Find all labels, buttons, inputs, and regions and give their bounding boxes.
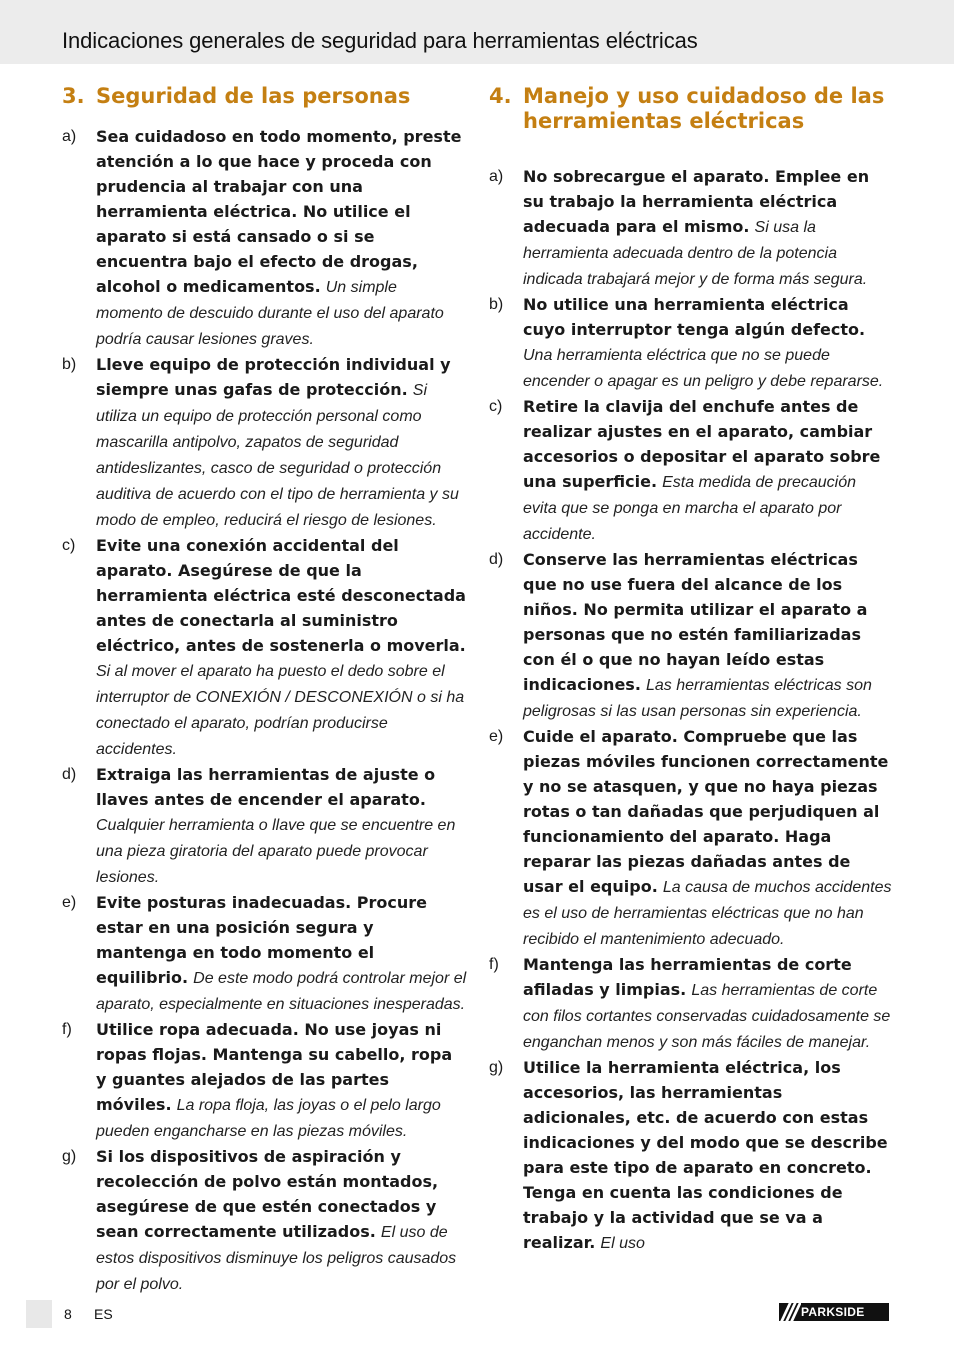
item-instruction: Utilice la herramienta eléctrica, los accesorios, las herramientas adicionales, etc. de acuerdo con estas indicaciones y del modo que se describe para este tipo de aparato en concreto. Tenga en cuenta las condiciones de trabajo y la actividad que se va a realizar. [523,1058,888,1252]
item-instruction: Evite una conexión accidental del aparato. Asegúrese de que la herramienta eléctrica esté desconectada antes de conectarla al suministro eléctrico, antes de sostenerla o moverla. [96,536,466,655]
item-explanation: La ropa floja, las joyas o el pelo largo pueden engancharse en las piezas móviles. [96,1097,441,1140]
list-item [489,394,894,547]
item-letter: f) [62,1021,72,1038]
item-explanation: De este modo podrá controlar mejor el aparato, especialmente en situaciones inesperadas. [96,970,467,1013]
section-number: 3. [62,84,85,108]
page-number: 8 [64,1306,72,1322]
brand-name: PARKSIDE [801,1305,865,1319]
item-body [96,1144,467,1297]
list-item [489,952,894,1055]
section-number: 4. [489,84,512,108]
item-instruction: Lleve equipo de protección individual y siempre unas gafas de protección. [96,355,451,399]
section-heading: Manejo y uso cuidadoso de las herramientas eléctricas [523,84,885,133]
item-body [523,724,894,952]
item-instruction: Utilice ropa adecuada. No use joyas ni ropas flojas. Mantenga su cabello, ropa y guantes alejados de las partes móviles. [96,1020,453,1114]
item-letter: b) [62,356,77,373]
item-letter: f) [489,956,499,973]
item-explanation: Si al mover el aparato ha puesto el dedo sobre el interruptor de CONEXIÓN / DESCONEXIÓN o si ha conectado el aparato, podrían producirse accidentes. [96,663,465,758]
section-heading: Seguridad de las personas [96,84,411,108]
item-letter: a) [62,128,77,145]
brand-logo [779,1303,889,1321]
list-item [489,724,894,952]
language-code: ES [94,1306,113,1322]
logo-stripes-icon [779,1303,801,1321]
item-body [523,547,894,724]
item-instruction: No utilice una herramienta eléctrica cuyo interruptor tenga algún defecto. [523,295,866,339]
item-letter: a) [489,168,504,185]
list-item [489,1055,894,1256]
list-item [62,352,467,533]
list-item [62,890,467,1017]
item-list [62,124,467,1297]
item-instruction: Sea cuidadoso en todo momento, preste atención a lo que hace y proceda con prudencia al trabajar con una herramienta eléctrica. No utilice el aparato si está cansado o si se encuentra bajo el efecto de drogas, alcohol o medicamentos. [96,127,462,296]
item-instruction: No sobrecargue el aparato. Emplee en su trabajo la herramienta eléctrica adecuada para el mismo. [523,167,870,236]
item-body [523,292,894,394]
list-item [62,762,467,890]
item-body [523,1055,894,1256]
item-body [96,762,467,890]
item-explanation: Si utiliza un equipo de protección personal como mascarilla antipolvo, zapatos de seguridad antideslizantes, casco de seguridad o protección auditiva de acuerdo con el tipo de herramienta y su modo de empleo, reducirá el riesgo de lesiones. [96,382,459,529]
section-title-manejo [489,84,894,134]
list-item [62,124,467,352]
item-explanation: Un simple momento de descuido durante el uso del aparato podría causar lesiones graves. [96,279,444,348]
item-instruction: Extraiga las herramientas de ajuste o llaves antes de encender el aparato. [96,765,436,809]
item-body [96,890,467,1017]
item-letter: c) [489,398,503,415]
item-letter: c) [62,537,76,554]
item-body [96,533,467,762]
item-explanation: Esta medida de precaución evita que se ponga en marcha el aparato por accidente. [523,474,857,543]
item-letter: d) [62,766,77,783]
item-explanation: El uso [600,1235,645,1252]
left-column [62,84,467,1297]
item-instruction: Cuide el aparato. Compruebe que las piezas móviles funcionen correctamente y no se atasquen, y que no haya piezas rotas o tan dañadas que perjudiquen al funcionamiento del aparato. Haga reparar las piezas dañadas antes de usar el equipo. [523,727,889,896]
right-column [489,84,894,1256]
page-title: Indicaciones generales de seguridad para herramientas eléctricas [62,28,698,53]
item-explanation: Cualquier herramienta o llave que se encuentre en una pieza giratoria del aparato puede provocar lesiones. [96,817,456,886]
footer-tab [26,1300,52,1328]
header-band [0,0,954,64]
list-item [489,547,894,724]
item-explanation: Si usa la herramienta adecuada dentro de la potencia indicada trabajará mejor y de forma más segura. [523,219,868,288]
item-letter: e) [489,728,504,745]
list-item [489,164,894,292]
item-instruction: Evite posturas inadecuadas. Procure estar en una posición segura y mantenga en todo momento el equilibrio. [96,893,427,987]
item-body [523,394,894,547]
item-explanation: El uso de estos dispositivos disminuye los peligros causados por el polvo. [96,1224,457,1293]
item-body [96,1017,467,1144]
item-explanation: Una herramienta eléctrica que no se puede encender o apagar es un peligro y debe repararse. [523,347,884,390]
item-letter: e) [62,894,77,911]
item-letter: g) [62,1148,77,1165]
item-letter: d) [489,551,504,568]
item-instruction: Si los dispositivos de aspiración y recolección de polvo están montados, asegúrese de que estén conectados y sean correctamente utilizados. [96,1147,439,1241]
list-item [489,292,894,394]
list-item [62,1144,467,1297]
section-title-personas [62,84,467,109]
item-instruction: Retire la clavija del enchufe antes de realizar ajustes en el aparato, cambiar accesorios o depositar el aparato sobre una superficie. [523,397,881,491]
list-item [62,1017,467,1144]
item-explanation: La causa de muchos accidentes es el uso de herramientas eléctricas que no han recibido el mantenimiento adecuado. [523,879,892,948]
item-instruction: Conserve las herramientas eléctricas que no use fuera del alcance de los niños. No permita utilizar el aparato a personas que no estén familiarizadas con él o que no hayan leído estas indicaciones. [523,550,868,694]
item-instruction: Mantenga las herramientas de corte afiladas y limpias. [523,955,852,999]
item-explanation: Las herramientas eléctricas son peligrosas si las usan personas sin experiencia. [523,677,872,720]
item-letter: g) [489,1059,504,1076]
item-body [523,164,894,292]
item-list [489,164,894,1256]
item-letter: b) [489,296,504,313]
item-body [96,124,467,352]
item-body [96,352,467,533]
list-item [62,533,467,762]
item-body [523,952,894,1055]
item-explanation: Las herramientas de corte con filos cortantes conservadas cuidadosamente se enganchan menos y son más fáciles de manejar. [523,982,891,1051]
